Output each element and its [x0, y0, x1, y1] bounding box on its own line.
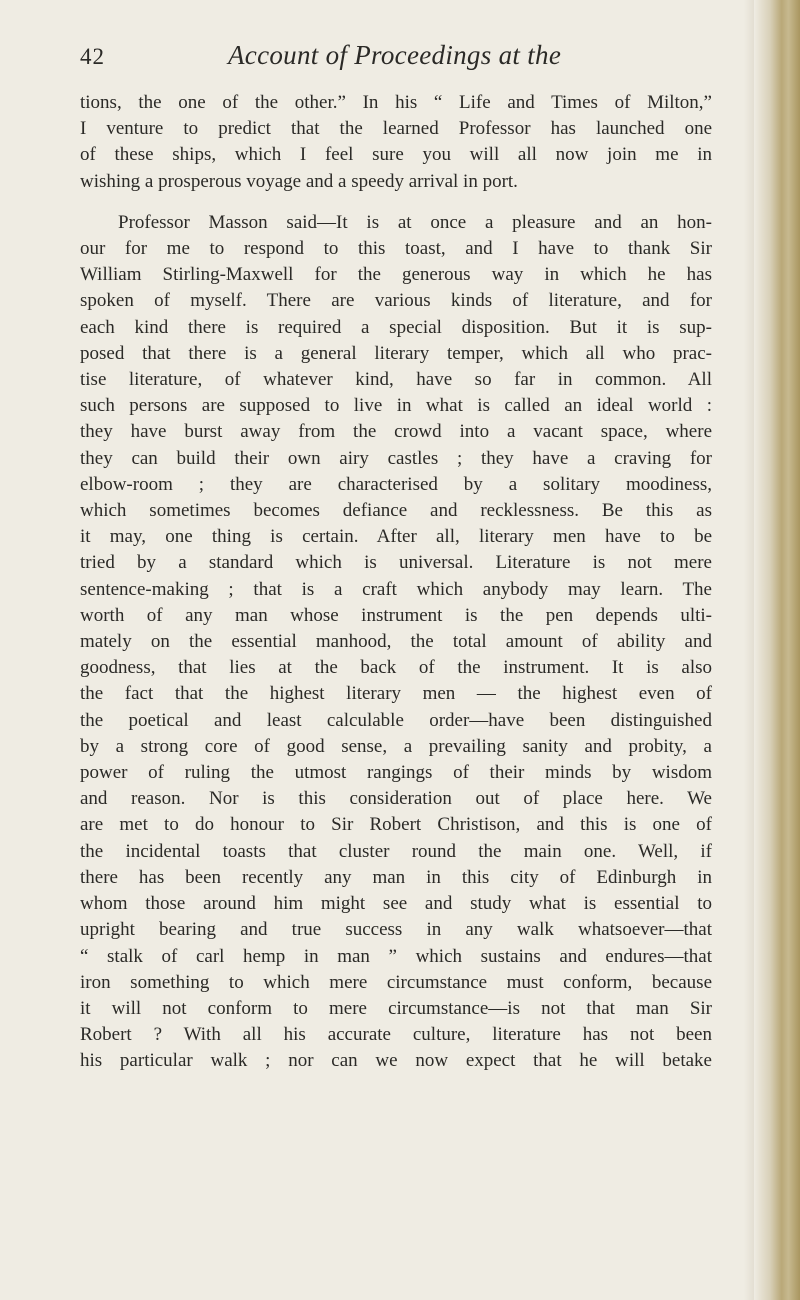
text-line: worth of any man whose instrument is the pen depends ulti-: [80, 604, 712, 626]
text-line: spoken of myself. There are various kinds of literature, and for: [80, 290, 712, 312]
page-gutter-shadow: [744, 0, 754, 1300]
page-number: 42: [80, 44, 105, 69]
text-line: it may, one thing is certain. After all, literary men have to be: [80, 526, 712, 548]
text-line: are met to do honour to Sir Robert Christison, and this is one of: [80, 814, 712, 836]
page-header: [80, 40, 720, 78]
paragraph-1: [80, 90, 712, 195]
text-line: his particular walk ; nor can we now expect that he will betake: [80, 1050, 712, 1072]
text-line: and reason. Nor is this consideration out of place here. We: [80, 788, 712, 810]
page-edge: [754, 0, 800, 1300]
text-line: by a strong core of good sense, a prevailing sanity and probity, a: [80, 735, 712, 757]
text-line: the poetical and least calculable order—have been distinguished: [80, 709, 712, 731]
text-line: such persons are supposed to live in what is called an ideal world :: [80, 395, 712, 417]
text-line: tried by a standard which is universal. Literature is not mere: [80, 552, 712, 574]
text-line: which sometimes becomes defiance and recklessness. Be this as: [80, 500, 712, 522]
text-line: Robert ? With all his accurate culture, literature has not been: [80, 1024, 712, 1046]
text-line: iron something to which mere circumstance must conform, because: [80, 971, 712, 993]
running-head: Account of Proceedings at the: [228, 40, 562, 70]
text-line: they can build their own airy castles ; they have a craving for: [80, 447, 712, 469]
text-line: mately on the essential manhood, the total amount of ability and: [80, 631, 712, 653]
paragraph-gap: [80, 195, 712, 210]
text-line: elbow-room ; they are characterised by a solitary moodiness,: [80, 473, 712, 495]
text-line: William Stirling-Maxwell for the generous way in which he has: [80, 264, 712, 286]
text-line: power of ruling the utmost rangings of their minds by wisdom: [80, 762, 712, 784]
paragraph-2: [80, 210, 712, 1075]
text-line: the fact that the highest literary men — the highest even of: [80, 683, 712, 705]
text-line: our for me to respond to this toast, and I have to thank Sir: [80, 238, 712, 260]
text-line: Professor Masson said—It is at once a pleasure and an hon-: [118, 211, 712, 233]
text-line: “ stalk of carl hemp in man ” which sustains and endures—that: [80, 945, 712, 967]
text-line: wishing a prosperous voyage and a speedy arrival in port.: [80, 170, 518, 192]
text-line: the incidental toasts that cluster round the main one. Well, if: [80, 840, 712, 862]
text-line: it will not conform to mere circumstance—is not that man Sir: [80, 997, 712, 1019]
text-line: there has been recently any man in this city of Edinburgh in: [80, 866, 712, 888]
text-line: whom those around him might see and study what is essential to: [80, 893, 712, 915]
text-line: of these ships, which I feel sure you will all now join me in: [80, 144, 712, 166]
body-text: [80, 90, 712, 1075]
text-line: they have burst away from the crowd into a vacant space, where: [80, 421, 712, 443]
text-line: goodness, that lies at the back of the instrument. It is also: [80, 657, 712, 679]
text-line: sentence-making ; that is a craft which anybody may learn. The: [80, 578, 712, 600]
text-line: posed that there is a general literary temper, which all who prac-: [80, 342, 712, 364]
text-line: I venture to predict that the learned Professor has launched one: [80, 118, 712, 140]
text-line: upright bearing and true success in any walk whatsoever—that: [80, 919, 712, 941]
text-line: each kind there is required a special disposition. But it is sup-: [80, 316, 712, 338]
text-line: tions, the one of the other.” In his “ Life and Times of Milton,”: [80, 92, 712, 113]
text-line: tise literature, of whatever kind, have so far in common. All: [80, 369, 712, 391]
